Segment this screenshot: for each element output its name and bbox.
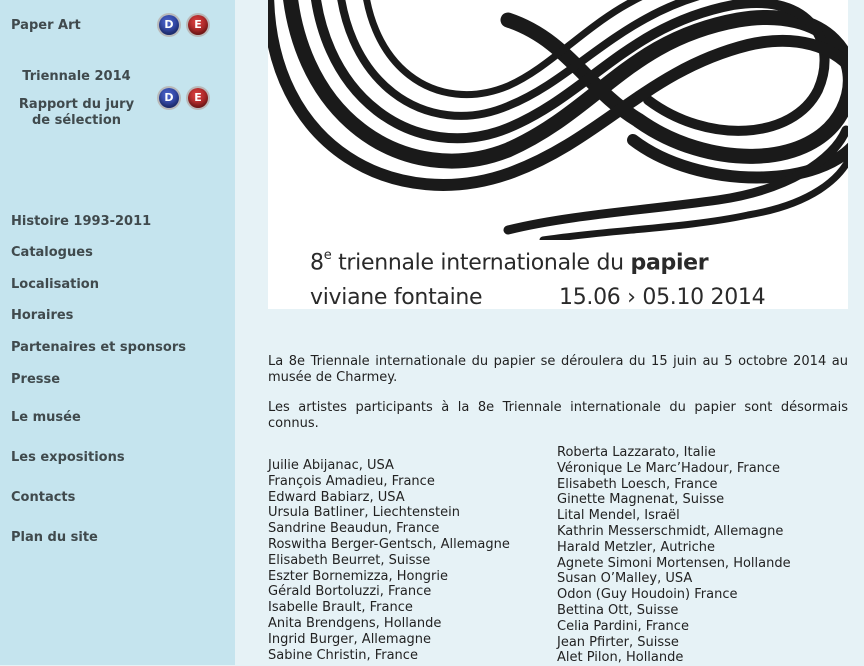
artist-entry: Ginette Magnenat, Suisse <box>557 492 725 508</box>
nav-partenaires[interactable]: Partenaires et sponsors <box>11 340 186 355</box>
artist-entry: Isabelle Brault, France <box>268 600 413 616</box>
artist-entry: Véronique Le Marc’Hadour, France <box>557 460 781 476</box>
lang-de-button[interactable]: D <box>159 15 179 35</box>
nav-contacts[interactable]: Contacts <box>11 490 76 505</box>
nav-le-musee[interactable]: Le musée <box>11 410 81 425</box>
artist-entry: Elisabeth Beurret, Suisse <box>268 552 431 568</box>
main-content <box>235 0 864 665</box>
infinity-loop-graphic <box>268 0 848 240</box>
artist-entry: Celia Pardini, France <box>557 618 689 634</box>
nav-catalogues[interactable]: Catalogues <box>11 245 93 260</box>
artists-column-2 <box>557 445 791 666</box>
artist-entry: Sandrine Beaudun, France <box>268 521 440 537</box>
artist-entry: Odon (Guy Houdoin) France <box>557 587 738 603</box>
poster-title-prefix: 8 <box>310 250 324 276</box>
artist-entry: Alet Pilon, Hollande <box>557 650 684 666</box>
lang-en-button[interactable]: E <box>188 15 208 35</box>
nav-plan-du-site[interactable]: Plan du site <box>11 530 98 545</box>
artist-entry: Roberta Lazzarato, Italie <box>557 445 716 460</box>
artist-entry: François Amadieu, France <box>268 473 435 489</box>
artist-entry: Lital Mendel, Israël <box>557 508 680 524</box>
nav-presse[interactable]: Presse <box>11 372 61 387</box>
nav-rapport-line1: Rapport du jury <box>18 97 135 112</box>
artist-entry: Susan O’Malley, USA <box>557 571 693 587</box>
artist-entry: Agnete Simoni Mortensen, Hollande <box>557 555 791 571</box>
artist-entry: Kathrin Messerschmidt, Allemagne <box>557 523 784 539</box>
artist-entry: Eszter Bornemizza, Hongrie <box>268 568 448 584</box>
poster-title-bold: papier <box>630 250 709 276</box>
nav-localisation[interactable]: Localisation <box>11 277 99 292</box>
participants-paragraph: Les artistes participants à la 8e Triennale internationale du papier sont désormais connus. <box>268 400 848 431</box>
poster-title <box>310 250 708 275</box>
nav-rapport-jury[interactable] <box>13 97 140 129</box>
artist-entry: Ursula Batliner, Liechtenstein <box>268 505 460 521</box>
lang-de-button-rapport[interactable]: D <box>159 88 179 108</box>
artist-entry: Jean Pfirter, Suisse <box>557 634 679 650</box>
poster-image <box>268 0 848 309</box>
artist-entry: Gérald Bortoluzzi, France <box>268 584 432 600</box>
artist-entry: Anita Brendgens, Hollande <box>268 615 442 631</box>
artists-column-1 <box>268 458 510 663</box>
poster-artist: viviane fontaine <box>310 285 483 309</box>
nav-triennale-2014[interactable]: Triennale 2014 <box>22 69 131 84</box>
artist-entry: Sabine Christin, France <box>268 647 418 663</box>
artist-entry: Bettina Ott, Suisse <box>557 602 679 618</box>
poster-dates: 15.06 › 05.10 2014 <box>559 285 766 309</box>
artist-entry: Elisabeth Loesch, France <box>557 476 718 492</box>
sidebar <box>0 0 235 665</box>
nav-histoire[interactable]: Histoire 1993-2011 <box>11 214 152 229</box>
poster-title-sup: e <box>323 248 332 263</box>
nav-paper-art[interactable]: Paper Art <box>11 18 81 33</box>
nav-horaires[interactable]: Horaires <box>11 308 74 323</box>
artist-entry: Roswitha Berger-Gentsch, Allemagne <box>268 536 510 552</box>
artist-entry: Juilie Abijanac, USA <box>268 458 394 473</box>
nav-rapport-line2: de sélection <box>31 113 122 128</box>
artist-entry: Harald Metzler, Autriche <box>557 539 715 555</box>
nav-expositions[interactable]: Les expositions <box>11 450 125 465</box>
poster-title-middle: triennale internationale du <box>331 250 631 276</box>
artist-entry: Edward Babiarz, USA <box>268 489 405 505</box>
artist-entry: Ingrid Burger, Allemagne <box>268 631 432 647</box>
intro-paragraph: La 8e Triennale internationale du papier se déroulera du 15 juin au 5 octobre 2014 au musée de Charmey. <box>268 354 848 385</box>
lang-en-button-rapport[interactable]: E <box>188 88 208 108</box>
